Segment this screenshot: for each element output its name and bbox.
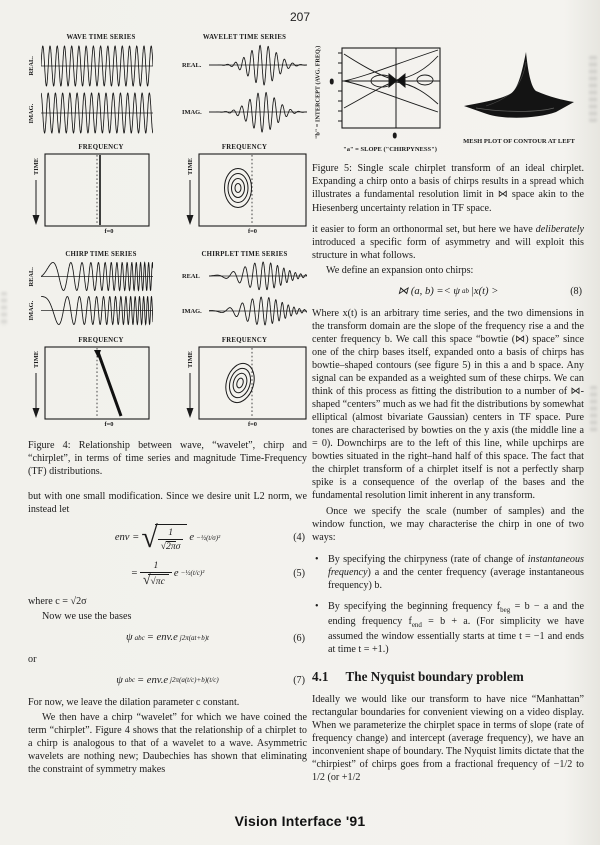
scan-artifact <box>589 56 597 122</box>
frequency-label: FREQUENCY <box>221 337 268 344</box>
tilted-gaussian-contours <box>221 360 259 406</box>
equation-5 <box>28 560 307 587</box>
figure4-row-tf-1 <box>28 144 307 235</box>
eq8-sub: ab <box>461 287 469 296</box>
chirp-panel <box>28 251 174 330</box>
define-line: We define an expansion onto chirps: <box>326 265 474 276</box>
eq6-number: (6) <box>293 632 305 644</box>
figure4-row-timeseries-2 <box>28 251 307 330</box>
real-axis-label: REAL. <box>28 267 35 287</box>
eq5-exp-base: e <box>173 568 179 579</box>
time-axis-label: TIME <box>187 350 194 368</box>
y-ticks <box>338 53 342 121</box>
eq6-psi-sub: abc <box>134 633 145 642</box>
section-number: 4.1 <box>312 668 329 684</box>
eq4-denominator: √2πσ <box>158 539 184 553</box>
eq4-numerator: 1 <box>168 526 173 538</box>
time-axis-label: TIME <box>33 157 40 175</box>
eq7-mid: = env.e <box>136 675 169 687</box>
bullet-item-2: • By specifying the beginning frequency $f_{beg} = b - a$ and the ending frequency $f_{end} = b + a$. (For simplicity we have assumed the window essentially starts at time t = −1 and ends at time t = +1.) <box>315 600 584 655</box>
wave-tf-plot <box>44 153 150 227</box>
dilation-line: For now, we leave the dilation parameter c constant. <box>28 696 240 708</box>
wave-imag-waveform <box>41 90 153 136</box>
frequency-label: FREQUENCY <box>78 144 124 151</box>
chirplet-real-waveform <box>209 260 307 292</box>
time-axis-label: TIME <box>187 157 194 175</box>
figure-5 <box>312 46 584 215</box>
chirplet-imag-waveform <box>209 295 307 327</box>
bullet-item-1: • By specifying the chirpyness (rate of change of instantaneous frequency) a and the center frequency (average instantaneous frequency) b. <box>315 553 584 591</box>
time-axis-label: TIME <box>33 350 40 368</box>
section-heading-4-1 <box>312 669 584 686</box>
eq7-psi-sub: abc <box>124 676 135 685</box>
eq6-psi: ψ <box>126 632 133 644</box>
eq4-lhs: env = <box>114 532 140 544</box>
eq4-number: (4) <box>293 532 305 544</box>
figure4-row-tf-2 <box>28 337 307 428</box>
eq5-number: (5) <box>293 568 305 580</box>
real-label: REAL <box>182 272 200 280</box>
emphasis: instantaneous frequency <box>328 553 584 578</box>
eq6-mid: = env.e <box>146 632 178 644</box>
mesh-plot-panel <box>456 46 582 145</box>
eq7-number: (7) <box>293 675 305 687</box>
right-paragraph-4: Ideally we would like our transform to have nice “Manhattan” rectangular boundaries for convenient viewing on a video display. When we parameterize the chirplet space in terms of slope (rate of frequency change) and intercept (average frequency), we have an inconvenient shape of boundary. The Nyquist limits dictate that the “chirpiest” of chirps goes from a fractional frequency of −1/2 to 1/2 (or +1/2 <box>312 693 584 783</box>
figure-4-caption: Figure 4: Relationship between wave, “wavelet”, chirp and “chirplet”, in terms of time series and magnitude Time-Frequency (TF) distributions. <box>28 440 307 478</box>
wave-real-waveform <box>41 43 153 89</box>
proceedings-footer: Vision Interface '91 <box>234 813 366 829</box>
frequency-label: FREQUENCY <box>221 144 268 151</box>
equation-8 <box>312 285 584 299</box>
bases-line: Now we use the bases <box>42 611 132 623</box>
chirp-real-waveform <box>41 260 153 293</box>
chirp-tf-panel <box>28 337 174 428</box>
time-arrow-icon <box>33 215 40 225</box>
left-column <box>28 34 307 786</box>
chirp-diagonal-line <box>98 352 121 416</box>
time-axis <box>182 153 198 227</box>
wave-title: WAVE TIME SERIES <box>66 34 136 41</box>
f0-label: f=0 <box>248 421 257 428</box>
scan-artifact <box>1 292 7 326</box>
eq5-denominator: √ √πc <box>140 572 172 587</box>
imag-label: IMAG. <box>182 307 202 315</box>
chirp-title: CHIRP TIME SERIES <box>65 251 137 258</box>
scan-artifact <box>590 386 597 432</box>
emphasis: deliberately <box>535 223 584 235</box>
left-paragraph-2: We then have a chirp “wavelet” for which we have coined the term “chirplet”. Figure 4 shows that the relationship of a chirplet to a chirp is analogous to that of a wavelet to a wave. Asymmetric wavelets are nothing new; Daubechies has shown that eliminating the constraint of symmetry makes <box>28 711 307 775</box>
bowtie-ylabel: "b" = INTERCEPT (AVG. FREQ.) <box>314 45 322 139</box>
section-title: The Nyquist boundary problem <box>345 668 524 684</box>
chirplet-tf-plot <box>198 346 307 420</box>
bullet-icon: • <box>315 600 319 612</box>
bowtie-plot-panel <box>312 46 450 153</box>
eq5-lhs: = <box>130 568 138 579</box>
f0-label: f=0 <box>104 228 114 235</box>
left-paragraph-1: but with one small modification. Since we desire unit L2 norm, we instead let <box>28 490 307 515</box>
figure-4 <box>28 34 307 479</box>
figure4-row-timeseries-1 <box>28 34 307 137</box>
mesh-plot <box>456 46 582 134</box>
chirplet-panel <box>182 251 307 330</box>
eq4-exp-base: e <box>189 532 195 544</box>
mesh-surface <box>464 52 574 118</box>
equation-4 <box>28 521 307 555</box>
time-arrow-icon <box>33 408 40 418</box>
right-paragraph-3: Once we specify the scale (number of samples) and the window function, we may characterise the chirp in one of two ways: <box>312 506 584 544</box>
chirp-tf-plot <box>44 346 150 420</box>
wavelet-title: WAVELET TIME SERIES <box>202 34 287 41</box>
wave-axis-labels <box>28 43 41 136</box>
radical-sign: √ <box>141 521 158 555</box>
page-number: 207 <box>289 10 311 24</box>
bowtie-center <box>389 74 405 87</box>
equation-7 <box>28 674 307 688</box>
eq6-exponent: j2π(at+b)t <box>179 633 209 642</box>
wavelet-tf-panel <box>182 144 307 235</box>
frequency-label: FREQUENCY <box>78 337 124 344</box>
or-line: or <box>28 654 37 666</box>
x-zero-label: 0 <box>393 132 397 140</box>
right-column <box>312 34 584 786</box>
y-zero-label: 0 <box>330 78 334 86</box>
eq7-exponent: j2π(a(t/c)+b)(t/c) <box>170 676 219 685</box>
f0-label: f=0 <box>104 421 114 428</box>
bullet-icon: • <box>315 553 319 565</box>
time-axis <box>182 346 198 420</box>
eq4-exponent: −½(t/σ)² <box>196 533 221 542</box>
wavelet-tf-plot <box>198 153 307 227</box>
two-column-body <box>28 34 584 786</box>
equation-6 <box>28 631 307 645</box>
imag-label: IMAG. <box>182 108 202 116</box>
chirplet-tf-panel <box>182 337 307 428</box>
chirplet-title: CHIRPLET TIME SERIES <box>201 251 288 258</box>
time-axis <box>28 346 44 420</box>
wavelet-real-waveform <box>209 43 307 87</box>
eq8-rhs: |x(t) > <box>470 286 499 298</box>
where-c-line: where c = √2σ <box>28 596 87 608</box>
eq8-lhs: ⋈ (a, b) =< ψ <box>397 286 460 298</box>
time-arrow-icon <box>187 408 194 418</box>
wave-panel <box>28 34 174 137</box>
imag-axis-label: IMAG. <box>28 300 35 321</box>
chirp-axis-labels <box>28 260 41 327</box>
figure-5-caption: Figure 5: Single scale chirplet transform of an ideal chirplet. Expanding a chirp onto a basis of chirps results in a spread which illustrates a fundamental resolution limit in ⋈ space akin to the Hiesenberg uncertainty relation in TF space. <box>312 163 584 214</box>
mesh-label: MESH PLOT OF CONTOUR AT LEFT <box>463 138 575 146</box>
real-label: REAL. <box>182 61 202 69</box>
bowtie-xlabel: "a" = SLOPE ("CHIRPYNESS") <box>343 146 437 154</box>
imag-axis-label: IMAG. <box>28 102 35 123</box>
wavelet-panel <box>182 34 307 137</box>
f0-label: f=0 <box>248 228 257 235</box>
eq5-numerator: 1 <box>153 560 159 572</box>
time-axis <box>28 153 44 227</box>
gaussian-contours <box>225 169 252 208</box>
wave-tf-panel <box>28 144 174 235</box>
real-axis-label: REAL. <box>28 56 35 76</box>
eq5-exponent: −½(t/c)² <box>180 569 205 578</box>
bowtie-plot <box>324 46 450 142</box>
chirp-imag-waveform <box>41 294 153 327</box>
eq8-number: (8) <box>570 286 582 298</box>
eq7-psi: ψ <box>116 675 123 687</box>
time-arrow-icon <box>187 215 194 225</box>
right-paragraph-1: it easier to form an orthonormal set, but here we have deliberately introduced a specific form of asymmetry and will exploit this structure in what follows. <box>312 223 584 261</box>
right-paragraph-2: Where x(t) is an arbitrary time series, and the two dimensions in the transform domain are the slope of the frequency rise a and the center frequency b. We call this space “bowtie (⋈) space” since one of the chirp bases itself, expanded onto a basis of chirps has bowtie–shaped contours (see figure 5) in this a and b space. Any signal can be expanded as a weighted sum of these chirps. We can think of this process as fitting the distribution to a number of ⋈-shaped “centers” much as we had fit the distributions by somewhat elliptical (almost bivariate Gaussian) centers in TF space. Pure tones are characterised by bowties on the y axis (the middle line a = 0). Downchirps are to the left of this line, while upchirps are bowties situated in the right–hand half of this space. The fact that the chirplet transform of a chirplet itself is not a perfectly sharp spike is a consequence of the overlap of the bases and the fundamental resolution limit inherent in any transform. <box>312 307 584 502</box>
wavelet-imag-waveform <box>209 90 307 134</box>
